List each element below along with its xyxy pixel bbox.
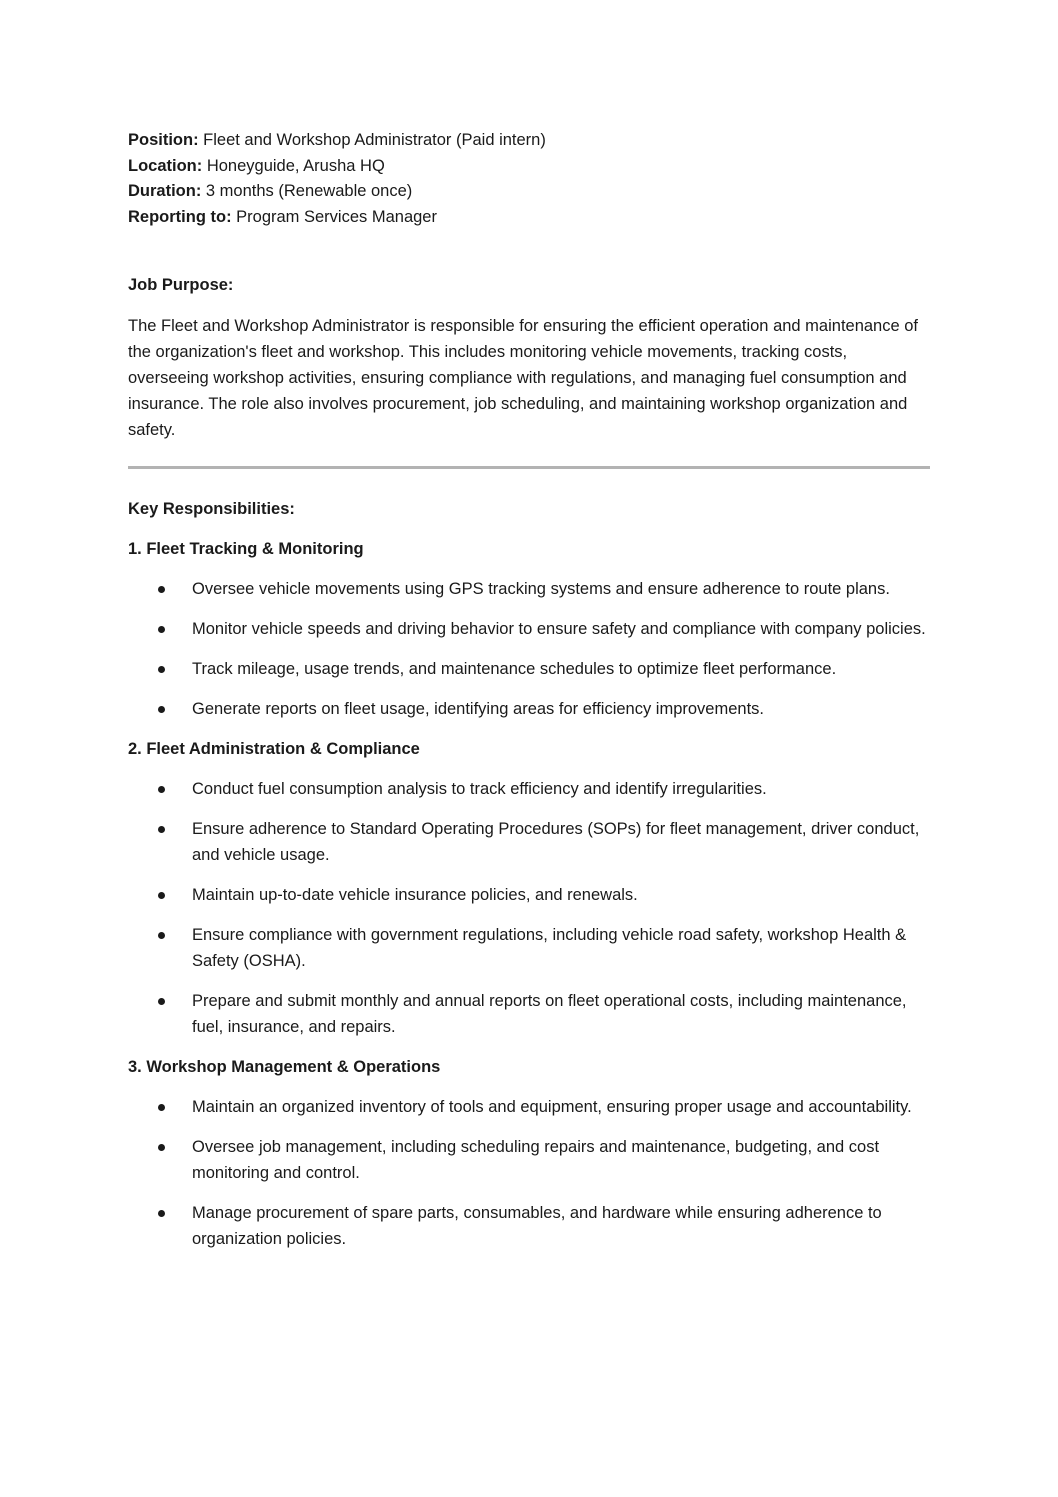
bullet-icon [158,786,165,793]
bullet-list-fleet-tracking [128,576,930,722]
list-item-text: Conduct fuel consumption analysis to track efficiency and identify irregularities. [192,780,767,798]
bullet-list-fleet-administration [128,776,930,1040]
bullet-icon [158,1144,165,1151]
list-item [128,1200,937,1252]
bullet-icon [158,1210,165,1217]
location-line [128,154,930,180]
list-item-text: Oversee job management, including scheduling repairs and maintenance, budgeting, and cost monitoring and control. [192,1138,880,1182]
position-label: Position: [128,131,199,149]
duration-line [128,179,930,205]
key-responsibilities-heading: Key Responsibilities: [128,500,295,518]
bullet-icon [158,666,165,673]
bullet-icon [158,998,165,1005]
reporting-label: Reporting to: [128,207,232,226]
list-item [128,776,937,802]
list-item [128,882,937,908]
bullet-icon [158,706,165,713]
job-purpose-text: The Fleet and Workshop Administrator is responsible for ensuring the efficient operation and maintenance of the organization's fleet and workshop. This includes monitoring vehicle movements, tracking costs, overseeing workshop activities, ensuring compliance with regulations, and managing fuel consumption and insurance. The role also involves procurement, job scheduling, and maintaining workshop organization and safety. [128,317,919,439]
bullet-icon [158,826,165,833]
section-heading-workshop-management: 3. Workshop Management & Operations [128,1058,441,1076]
location-label: Location: [128,156,203,175]
job-meta [128,128,930,230]
bullet-icon [158,586,165,593]
list-item-text: Maintain an organized inventory of tools and equipment, ensuring proper usage and accountability. [192,1098,912,1116]
list-item-text: Generate reports on fleet usage, identifying areas for efficiency improvements. [192,700,764,718]
duration-value: 3 months (Renewable once) [201,182,413,200]
list-item [128,922,937,974]
list-item-text: Maintain up-to-date vehicle insurance policies, and renewals. [192,886,638,904]
list-item-text: Monitor vehicle speeds and driving behavior to ensure safety and compliance with company policies. [192,620,926,638]
bullet-icon [158,626,165,633]
section-divider [128,466,930,469]
duration-label: Duration: [128,182,202,200]
list-item [128,656,937,682]
bullet-list-workshop-management [128,1094,930,1252]
position-value: Fleet and Workshop Administrator (Paid intern) [198,131,546,149]
list-item [128,1094,937,1120]
list-item-text: Ensure compliance with government regulations, including vehicle road safety, workshop Health & Safety (OSHA). [192,926,907,970]
list-item [128,1134,937,1186]
list-item-text: Oversee vehicle movements using GPS tracking systems and ensure adherence to route plans. [192,580,890,598]
reporting-value: Program Services Manager [231,207,437,226]
list-item-text: Prepare and submit monthly and annual reports on fleet operational costs, including maintenance, fuel, insurance, and repairs. [192,992,907,1036]
list-item [128,816,937,868]
list-item-text: Manage procurement of spare parts, consumables, and hardware while ensuring adherence to organization policies. [192,1204,882,1248]
list-item-text: Ensure adherence to Standard Operating Procedures (SOPs) for fleet management, driver conduct, and vehicle usage. [192,820,920,864]
list-item-text: Track mileage, usage trends, and maintenance schedules to optimize fleet performance. [192,660,837,678]
location-value: Honeyguide, Arusha HQ [202,156,385,175]
section-heading-fleet-tracking: 1. Fleet Tracking & Monitoring [128,540,364,558]
list-item [128,696,937,722]
reporting-line [128,205,930,231]
section-heading-fleet-administration: 2. Fleet Administration & Compliance [128,740,420,758]
job-purpose-heading: Job Purpose: [128,276,234,294]
position-line [128,128,930,154]
bullet-icon [158,932,165,939]
bullet-icon [158,892,165,899]
list-item [128,988,937,1040]
list-item [128,576,937,602]
list-item [128,616,937,642]
bullet-icon [158,1104,165,1111]
